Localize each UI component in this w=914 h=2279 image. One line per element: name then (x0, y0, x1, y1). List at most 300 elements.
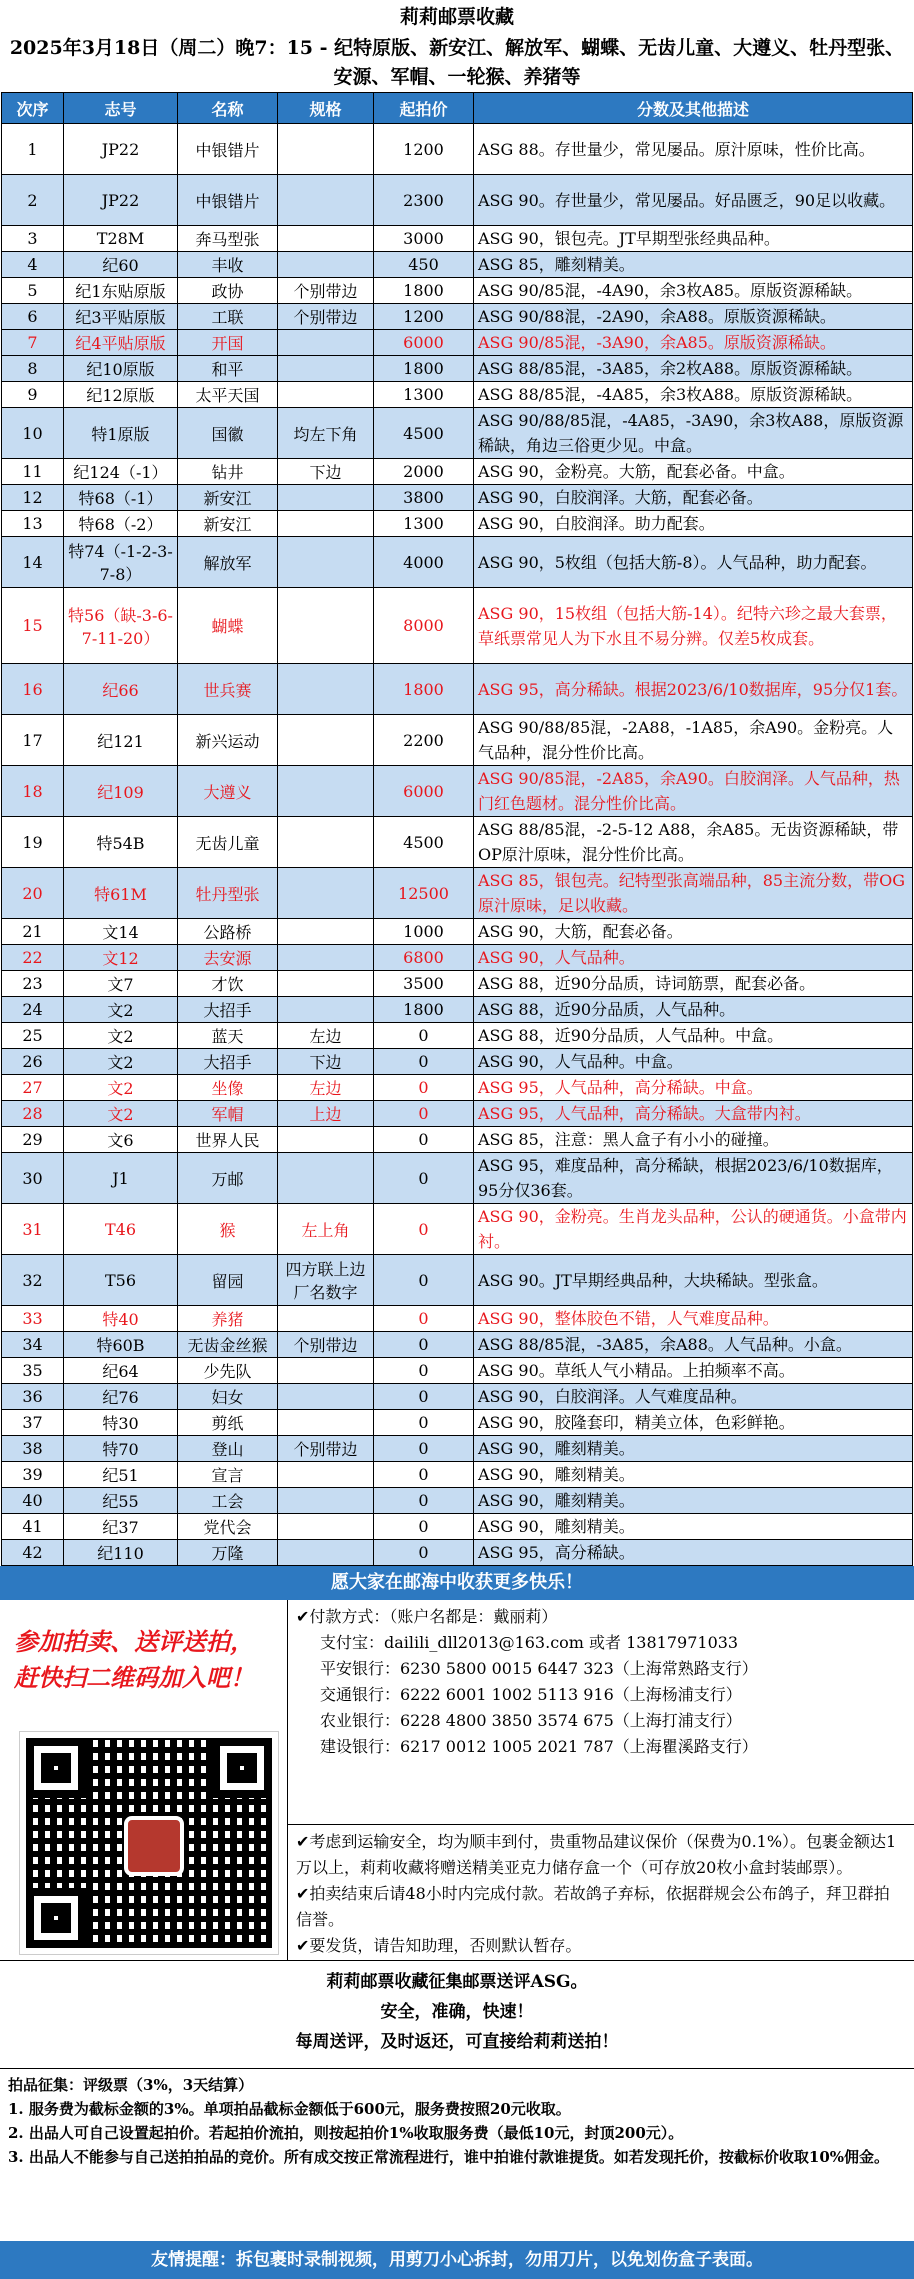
row-description: ASG 85，雕刻精美。 (474, 252, 913, 278)
row-number: 14 (2, 537, 64, 588)
table-row (2, 485, 913, 511)
row-description: ASG 90，雕刻精美。 (474, 1462, 913, 1488)
row-description: ASG 95，高分稀缺。根据2023/6/10数据库，95分仅1套。 (474, 664, 913, 715)
row-code: 纪55 (64, 1488, 178, 1514)
row-spec (278, 1514, 374, 1540)
row-spec (278, 817, 374, 868)
row-price: 2300 (374, 175, 474, 226)
table-row (2, 971, 913, 997)
col-header-no: 次序 (2, 93, 64, 124)
row-spec (278, 226, 374, 252)
row-price: 0 (374, 1204, 474, 1255)
table-row (2, 537, 913, 588)
row-spec: 左边 (278, 1075, 374, 1101)
row-code: 特54B (64, 817, 178, 868)
qr-finder-icon (212, 1738, 272, 1798)
row-name: 世兵赛 (178, 664, 278, 715)
table-row (2, 278, 913, 304)
row-name: 政协 (178, 278, 278, 304)
row-price: 0 (374, 1075, 474, 1101)
row-code: 文6 (64, 1127, 178, 1153)
row-name: 中银错片 (178, 124, 278, 175)
row-description: ASG 90，金粉亮。生肖龙头品种，公认的硬通货。小盒带内衬。 (474, 1204, 913, 1255)
row-code: 纪60 (64, 252, 178, 278)
row-description: ASG 90，雕刻精美。 (474, 1436, 913, 1462)
note-item: ✔考虑到运输安全，均为顺丰到付，贵重物品建议保价（保费为0.1%）。包裹金额达1万以上，莉莉收藏将赠送精美亚克力储存盒一个（可存放20枚小盒封装邮票）。 (296, 1832, 897, 1877)
table-row (2, 1153, 913, 1204)
row-number: 11 (2, 459, 64, 485)
row-number: 26 (2, 1049, 64, 1075)
row-number: 25 (2, 1023, 64, 1049)
row-price: 0 (374, 1488, 474, 1514)
table-row (2, 511, 913, 537)
row-code: J1 (64, 1153, 178, 1204)
row-code: 文2 (64, 1101, 178, 1127)
wish-banner: 愿大家在邮海中收获更多快乐！ (0, 1566, 914, 1600)
table-row (2, 382, 913, 408)
row-spec (278, 919, 374, 945)
row-description: ASG 90。存世量少，常见屡品。好品匮乏，90足以收藏。 (474, 175, 913, 226)
row-description: ASG 90，人气品种。 (474, 945, 913, 971)
row-code: 纪110 (64, 1540, 178, 1566)
table-row (2, 1358, 913, 1384)
row-code: T46 (64, 1204, 178, 1255)
row-code: 特61M (64, 868, 178, 919)
row-name: 新安江 (178, 511, 278, 537)
table-row (2, 459, 913, 485)
row-price: 6000 (374, 330, 474, 356)
table-row (2, 664, 913, 715)
row-spec: 下边 (278, 459, 374, 485)
grading-notice (0, 1961, 914, 2069)
table-row (2, 1540, 913, 1566)
row-number: 20 (2, 868, 64, 919)
table-row (2, 715, 913, 766)
row-description: ASG 88，近90分品质，诗词筋票，配套必备。 (474, 971, 913, 997)
row-number: 10 (2, 408, 64, 459)
row-spec: 个别带边 (278, 278, 374, 304)
qr-code[interactable] (20, 1732, 278, 1954)
row-price: 0 (374, 1101, 474, 1127)
row-price: 0 (374, 1358, 474, 1384)
footer-reminder: 友情提醒：拆包裹时录制视频，用剪刀小心拆封，勿用刀片，以免划伤盒子表面。 (0, 2241, 914, 2279)
consignment-rules (0, 2069, 914, 2241)
row-name: 党代会 (178, 1514, 278, 1540)
bank-line: 建设银行：6217 0012 1005 2021 787（上海瞿溪路支行） (320, 1737, 758, 1756)
row-code: 纪1东贴原版 (64, 278, 178, 304)
col-header-price: 起拍价 (374, 93, 474, 124)
row-number: 37 (2, 1410, 64, 1436)
row-code: 纪37 (64, 1514, 178, 1540)
row-number: 36 (2, 1384, 64, 1410)
row-description: ASG 90/88/85混，-4A85，-3A90，余3枚A88，原版资源稀缺，角边三俗更少见。中盒。 (474, 408, 913, 459)
row-description: ASG 90，金粉亮。大筋，配套必备。中盒。 (474, 459, 913, 485)
page-title: 莉莉邮票收藏 (399, 6, 514, 28)
table-row (2, 1462, 913, 1488)
row-number: 41 (2, 1514, 64, 1540)
row-description: ASG 90/85混，-2A85，余A90。白胶润泽。人气品种，热门红色题材。混分性价比高。 (474, 766, 913, 817)
row-price: 4500 (374, 817, 474, 868)
row-number: 19 (2, 817, 64, 868)
row-price: 4000 (374, 537, 474, 588)
notice-line: 莉莉邮票收藏征集邮票送评ASG。 (326, 1972, 588, 1992)
row-spec: 下边 (278, 1049, 374, 1075)
row-description: ASG 90，银包壳。JT早期型张经典品种。 (474, 226, 913, 252)
row-number: 27 (2, 1075, 64, 1101)
col-header-code: 志号 (64, 93, 178, 124)
table-row (2, 1488, 913, 1514)
row-number: 2 (2, 175, 64, 226)
row-code: T28M (64, 226, 178, 252)
row-number: 21 (2, 919, 64, 945)
row-name: 留园 (178, 1255, 278, 1306)
rule-line: 3. 出品人不能参与自己送拍拍品的竞价。所有成交按正常流程进行，谁中拍谁付款谁提货。如若发现托价，按截标价收取10%佣金。 (8, 2148, 890, 2166)
rule-line: 1. 服务费为截标金额的3%。单项拍品截标金额低于600元，服务费按照20元收取。 (8, 2100, 571, 2118)
row-number: 38 (2, 1436, 64, 1462)
row-spec (278, 382, 374, 408)
row-spec (278, 330, 374, 356)
row-price: 1800 (374, 664, 474, 715)
row-description: ASG 90，白胶润泽。大筋，配套必备。 (474, 485, 913, 511)
row-spec (278, 252, 374, 278)
row-number: 4 (2, 252, 64, 278)
row-code: 文7 (64, 971, 178, 997)
row-code: 特74（-1-2-3-7-8） (64, 537, 178, 588)
row-number: 5 (2, 278, 64, 304)
table-row (2, 330, 913, 356)
table-row (2, 919, 913, 945)
row-price: 0 (374, 1306, 474, 1332)
row-description: ASG 95，人气品种，高分稀缺。大盒带内衬。 (474, 1101, 913, 1127)
row-spec (278, 1127, 374, 1153)
row-price: 3800 (374, 485, 474, 511)
row-spec (278, 1153, 374, 1204)
row-spec: 左边 (278, 1023, 374, 1049)
row-number: 12 (2, 485, 64, 511)
row-code: 特40 (64, 1306, 178, 1332)
row-description: ASG 90/88混，-2A90，余A88。原版资源稀缺。 (474, 304, 913, 330)
row-name: 新兴运动 (178, 715, 278, 766)
table-row (2, 1023, 913, 1049)
table-row (2, 1332, 913, 1358)
qr-finder-icon (26, 1888, 86, 1948)
payment-heading: ✔付款方式：（账户名都是：戴丽莉） (296, 1607, 558, 1626)
row-price: 2000 (374, 459, 474, 485)
row-code: 文2 (64, 1049, 178, 1075)
row-price: 12500 (374, 868, 474, 919)
row-description: ASG 90，15枚组（包括大筋-14）。纪特六珍之最大套票，草纸票常见人为下水且不易分辨。仅差5枚成套。 (474, 588, 913, 664)
row-spec: 个别带边 (278, 1436, 374, 1462)
row-code: 特1原版 (64, 408, 178, 459)
row-description: ASG 85，注意：黑人盒子有小小的碰撞。 (474, 1127, 913, 1153)
row-price: 0 (374, 1049, 474, 1075)
row-price: 4500 (374, 408, 474, 459)
row-name: 少先队 (178, 1358, 278, 1384)
row-code: 文14 (64, 919, 178, 945)
row-number: 15 (2, 588, 64, 664)
row-code: 文2 (64, 997, 178, 1023)
row-price: 0 (374, 1332, 474, 1358)
bank-line: 农业银行：6228 4800 3850 3574 675（上海打浦支行） (320, 1711, 742, 1730)
table-row (2, 1049, 913, 1075)
row-code: 特60B (64, 1332, 178, 1358)
row-number: 3 (2, 226, 64, 252)
row-name: 登山 (178, 1436, 278, 1462)
row-code: 文12 (64, 945, 178, 971)
row-price: 0 (374, 1436, 474, 1462)
row-number: 33 (2, 1306, 64, 1332)
row-code: 纪3平贴原版 (64, 304, 178, 330)
row-code: 纪64 (64, 1358, 178, 1384)
table-row (2, 766, 913, 817)
row-number: 23 (2, 971, 64, 997)
row-description: ASG 90，大筋，配套必备。 (474, 919, 913, 945)
row-price: 1000 (374, 919, 474, 945)
bank-line: 平安银行：6230 5800 0015 6447 323（上海常熟路支行） (320, 1659, 758, 1678)
row-code: T56 (64, 1255, 178, 1306)
row-name: 大招手 (178, 1049, 278, 1075)
row-price: 1800 (374, 356, 474, 382)
row-name: 奔马型张 (178, 226, 278, 252)
table-row (2, 1514, 913, 1540)
row-price: 1800 (374, 278, 474, 304)
row-spec (278, 971, 374, 997)
row-description: ASG 90/88/85混，-2A88，-1A85，余A90。金粉亮。人气品种，混分性价比高。 (474, 715, 913, 766)
row-description: ASG 90，白胶润泽。助力配套。 (474, 511, 913, 537)
row-spec (278, 868, 374, 919)
row-spec (278, 537, 374, 588)
row-name: 万邮 (178, 1153, 278, 1204)
row-spec: 个别带边 (278, 304, 374, 330)
table-row (2, 408, 913, 459)
row-name: 新安江 (178, 485, 278, 511)
table-row (2, 252, 913, 278)
row-code: 文2 (64, 1023, 178, 1049)
row-number: 17 (2, 715, 64, 766)
row-number: 7 (2, 330, 64, 356)
row-description: ASG 90/85混，-4A90，余3枚A85。原版资源稀缺。 (474, 278, 913, 304)
table-row (2, 588, 913, 664)
row-price: 3500 (374, 971, 474, 997)
row-number: 31 (2, 1204, 64, 1255)
row-name: 太平天国 (178, 382, 278, 408)
row-description: ASG 88/85混，-3A85，余2枚A88。原版资源稀缺。 (474, 356, 913, 382)
row-number: 9 (2, 382, 64, 408)
row-price: 0 (374, 1514, 474, 1540)
table-row (2, 1384, 913, 1410)
table-row (2, 1127, 913, 1153)
row-price: 1200 (374, 304, 474, 330)
row-name: 大招手 (178, 997, 278, 1023)
note-item: ✔要发货，请告知助理，否则默认暂存。 (296, 1936, 582, 1955)
row-description: ASG 90。草纸人气小精品。上拍频率不高。 (474, 1358, 913, 1384)
row-number: 8 (2, 356, 64, 382)
table-row (2, 1101, 913, 1127)
row-price: 6000 (374, 766, 474, 817)
row-price: 3000 (374, 226, 474, 252)
table-row (2, 868, 913, 919)
row-spec (278, 997, 374, 1023)
row-price: 6800 (374, 945, 474, 971)
row-description: ASG 90，整体胶色不错，人气难度品种。 (474, 1306, 913, 1332)
note-item: ✔拍卖结束后请48小时内完成付款。若故鸽子弃标，依据群规会公布鸽子，拜卫群拍信誉。 (296, 1884, 890, 1929)
row-spec (278, 1306, 374, 1332)
row-number: 42 (2, 1540, 64, 1566)
row-number: 39 (2, 1462, 64, 1488)
row-name: 公路桥 (178, 919, 278, 945)
row-code: 纪109 (64, 766, 178, 817)
row-description: ASG 88/85混，-4A85，余3枚A88。原版资源稀缺。 (474, 382, 913, 408)
row-price: 0 (374, 1153, 474, 1204)
row-description: ASG 88/85混，-3A85，余A88。人气品种。小盒。 (474, 1332, 913, 1358)
qr-avatar-image (124, 1816, 184, 1876)
row-number: 35 (2, 1358, 64, 1384)
row-price: 0 (374, 1462, 474, 1488)
row-description: ASG 95，难度品种，高分稀缺，根据2023/6/10数据库，95分仅36套。 (474, 1153, 913, 1204)
row-code: 纪76 (64, 1384, 178, 1410)
row-description: ASG 90，人气品种。中盒。 (474, 1049, 913, 1075)
table-header-row (2, 93, 913, 124)
row-number: 18 (2, 766, 64, 817)
row-name: 工会 (178, 1488, 278, 1514)
row-spec (278, 766, 374, 817)
row-spec: 个别带边 (278, 1332, 374, 1358)
row-price: 1200 (374, 124, 474, 175)
shipping-notes (288, 1825, 914, 1959)
row-name: 世界人民 (178, 1127, 278, 1153)
col-header-spec: 规格 (278, 93, 374, 124)
row-number: 16 (2, 664, 64, 715)
row-price: 1800 (374, 997, 474, 1023)
row-price: 0 (374, 1023, 474, 1049)
table-row (2, 304, 913, 330)
row-name: 坐像 (178, 1075, 278, 1101)
row-spec (278, 664, 374, 715)
row-code: 纪51 (64, 1462, 178, 1488)
qr-finder-icon (26, 1738, 86, 1798)
row-name: 无齿儿童 (178, 817, 278, 868)
row-name: 丰收 (178, 252, 278, 278)
row-spec: 四方联上边厂名数字 (278, 1255, 374, 1306)
row-number: 24 (2, 997, 64, 1023)
rule-line: 拍品征集：评级票（3%，3天结算） (8, 2076, 254, 2094)
row-name: 蝴蝶 (178, 588, 278, 664)
row-name: 妇女 (178, 1384, 278, 1410)
row-price: 450 (374, 252, 474, 278)
row-spec (278, 175, 374, 226)
row-name: 牡丹型张 (178, 868, 278, 919)
table-row (2, 1410, 913, 1436)
row-price: 0 (374, 1255, 474, 1306)
row-code: 纪10原版 (64, 356, 178, 382)
auction-table (1, 92, 913, 1566)
row-code: JP22 (64, 124, 178, 175)
table-row (2, 1204, 913, 1255)
notice-line: 安全，准确，快速！ (380, 2002, 534, 2022)
row-description: ASG 88。存世量少，常见屡品。原汁原味，性价比高。 (474, 124, 913, 175)
row-price: 0 (374, 1384, 474, 1410)
row-number: 22 (2, 945, 64, 971)
auction-table-body (2, 124, 913, 1566)
row-name: 军帽 (178, 1101, 278, 1127)
row-number: 34 (2, 1332, 64, 1358)
row-code: JP22 (64, 175, 178, 226)
row-spec (278, 1358, 374, 1384)
row-code: 纪66 (64, 664, 178, 715)
promo-panel (0, 1600, 288, 1960)
alipay-line: 支付宝：dailili_dll2013@163.com 或者 13817971033 (320, 1633, 739, 1652)
col-header-name: 名称 (178, 93, 278, 124)
table-row (2, 356, 913, 382)
row-price: 2200 (374, 715, 474, 766)
row-name: 宣言 (178, 1462, 278, 1488)
row-number: 1 (2, 124, 64, 175)
row-spec (278, 511, 374, 537)
row-spec (278, 1462, 374, 1488)
table-row (2, 817, 913, 868)
row-number: 40 (2, 1488, 64, 1514)
row-number: 28 (2, 1101, 64, 1127)
row-name: 工联 (178, 304, 278, 330)
row-price: 1300 (374, 382, 474, 408)
row-name: 开国 (178, 330, 278, 356)
info-section (0, 1600, 914, 1961)
row-description: ASG 95，人气品种，高分稀缺。中盒。 (474, 1075, 913, 1101)
payment-methods (288, 1600, 914, 1825)
row-name: 钻井 (178, 459, 278, 485)
row-spec (278, 588, 374, 664)
row-description: ASG 90，雕刻精美。 (474, 1488, 913, 1514)
row-description: ASG 88，近90分品质，人气品种。中盒。 (474, 1023, 913, 1049)
row-number: 32 (2, 1255, 64, 1306)
row-spec (278, 1384, 374, 1410)
row-price: 8000 (374, 588, 474, 664)
row-code: 文2 (64, 1075, 178, 1101)
row-description: ASG 95，高分稀缺。 (474, 1540, 913, 1566)
row-code: 纪121 (64, 715, 178, 766)
row-name: 才饮 (178, 971, 278, 997)
row-spec (278, 945, 374, 971)
row-price: 0 (374, 1540, 474, 1566)
row-code: 纪4平贴原版 (64, 330, 178, 356)
row-spec (278, 1410, 374, 1436)
row-code: 特68（-1） (64, 485, 178, 511)
table-row (2, 997, 913, 1023)
row-spec (278, 485, 374, 511)
row-spec: 均左下角 (278, 408, 374, 459)
row-description: ASG 90，胶隆套印，精美立体，色彩鲜艳。 (474, 1410, 913, 1436)
row-name: 解放军 (178, 537, 278, 588)
row-number: 30 (2, 1153, 64, 1204)
row-spec: 上边 (278, 1101, 374, 1127)
row-spec (278, 1540, 374, 1566)
row-description: ASG 90/85混，-3A90，余A85。原版资源稀缺。 (474, 330, 913, 356)
row-description: ASG 88，近90分品质，人气品种。 (474, 997, 913, 1023)
row-number: 29 (2, 1127, 64, 1153)
table-row (2, 945, 913, 971)
table-row (2, 226, 913, 252)
payment-panel (288, 1600, 914, 1960)
row-code: 纪124（-1） (64, 459, 178, 485)
row-description: ASG 85，银包壳。纪特型张高端品种，85主流分数，带OG原汁原味，足以收藏。 (474, 868, 913, 919)
row-code: 特68（-2） (64, 511, 178, 537)
col-header-desc: 分数及其他描述 (474, 93, 913, 124)
row-name: 剪纸 (178, 1410, 278, 1436)
row-code: 特30 (64, 1410, 178, 1436)
row-price: 0 (374, 1127, 474, 1153)
row-name: 去安源 (178, 945, 278, 971)
row-number: 6 (2, 304, 64, 330)
